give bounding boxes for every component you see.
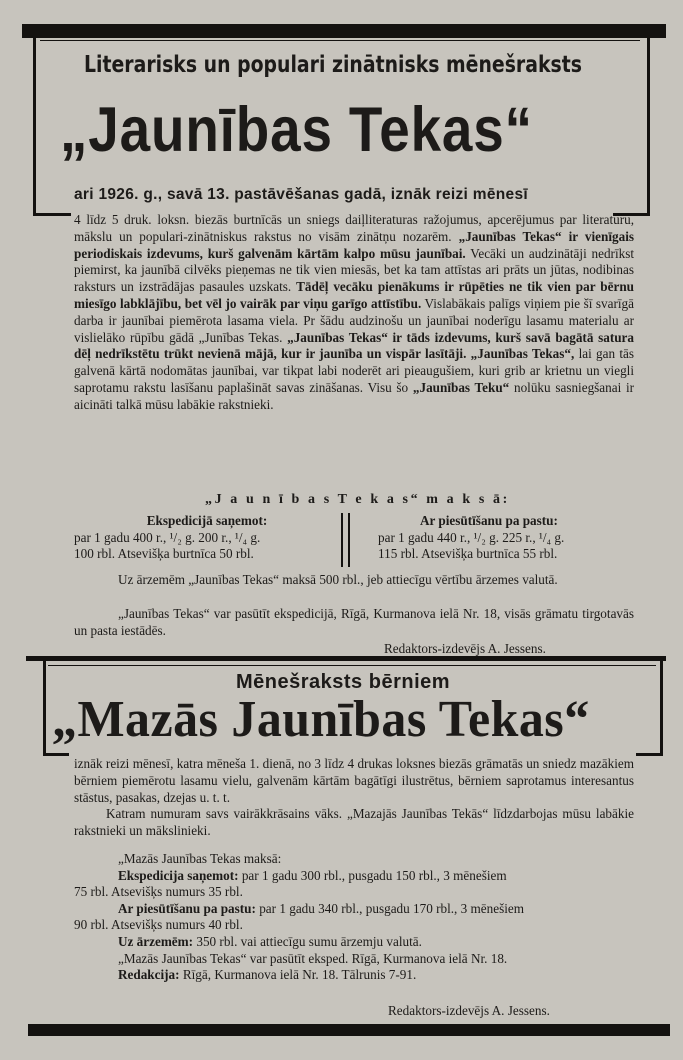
bottom-editor: Redaktors-izdevējs A. Jessens. xyxy=(388,1003,550,1018)
body-text-7: „Jaunības Tekas“, xyxy=(470,346,575,362)
price-divider-a xyxy=(341,513,343,567)
order-text: „Jaunības Tekas“ var pasūtīt ekspedicijā, Rīgā, Kurmanova ielā Nr. 18, visās grāmatu tirgotavās un pasta iestādēs. xyxy=(74,606,634,638)
mid-rule xyxy=(26,656,666,661)
frame-right-line xyxy=(647,38,650,216)
top-editor: Redaktors-izdevējs A. Jessens. xyxy=(384,641,546,656)
body-text-8: lai gan tās galvenā kārtā nodomātas jaunībai, var tikpat labi noderēt ari pieaugušiem, kuri grib ar krietnu un viegli saprotamu rakstu lasīšanu paplašināt savas zināšanas. Visu šo xyxy=(74,346,635,395)
frame2-left-line xyxy=(43,661,46,756)
body-text-9: „Jaunības Teku“ xyxy=(412,379,510,395)
abroad-text-children: 350 rbl. vai attiecīgu sumu ārzemju valutā. xyxy=(196,933,422,949)
abroad-text: Uz ārzemēm „Jaunības Tekas“ maksā 500 rbl., jeb attiecīgu vērtību ārzemes valutā. xyxy=(118,572,558,587)
exp-text-2: 75 rbl. Atsevišķs numurs 35 rbl. xyxy=(74,884,243,900)
price-divider-b xyxy=(348,513,350,567)
frame-left-base xyxy=(33,213,71,216)
children-body-2: Katram numuram savs vairākkrāsains vāks. „Mazajās Jaunības Tekās“ līdzdarbojas mūsu labākie rakstnieki un mākslinieki. xyxy=(74,806,634,839)
price-left-column xyxy=(74,513,340,563)
children-price-heading: „Mazās Jaunības Tekas maksā: xyxy=(118,851,282,866)
left-line-2: 100 rbl. Atsevišķa burtnīca 50 rbl. xyxy=(74,546,254,562)
children-prices xyxy=(74,851,634,984)
exp-text: par 1 gadu 300 rbl., pusgadu 150 rbl., 3 mēnešiem xyxy=(241,867,507,883)
children-body-1: iznāk reizi mēnesī, katra mēneša 1. dienā, no 3 līdz 4 drukas loksnes biezās grāmatās un sniedz mazākiem bērniem piemērotu lasamu vielu, galvenām kārtām bagātīgi ilustrētus, bērniem saprotamus interesantus stāstus, pasakas, dzejas u. t. t. xyxy=(74,756,634,805)
frame2-thin-top xyxy=(48,665,656,666)
redakcija-label: Redakcija: xyxy=(118,967,180,983)
redakcija-text: Rīgā, Kurmanova ielā Nr. 18. Tālrunis 7-91. xyxy=(182,967,417,983)
frame2-left-base xyxy=(43,753,69,756)
right-line-1: par 1 gadu 440 r., ¹/₂ g. 225 r., ¹/₄ g. xyxy=(378,529,565,545)
post-text: par 1 gadu 340 rbl., pusgadu 170 rbl., 3 mēnešiem xyxy=(259,900,525,916)
post-text-2: 90 rbl. Atsevišķs numurs 40 rbl. xyxy=(74,917,243,933)
frame-thin-top xyxy=(40,40,640,41)
children-title: „Mazās Jaunības Tekas“ xyxy=(52,691,590,748)
children-order: „Mazās Jaunības Tekas“ var pasūtīt eksped. Rīgā, Kurmanova ielā Nr. 18. xyxy=(118,950,508,966)
price-right-column xyxy=(378,513,634,563)
body-text-5: Vislabākais palīgs viņiem pie šī svarīgā darba ir jaunībai piemērota lasama viela. Pr šādu audzinošu un jaunībai noderīgu lasamu materialu ar vislielāko rūpību gādā „Junības Tekas. xyxy=(74,295,635,345)
body-text-4: Tādēļ vecāku pienākums ir rūpēties ne tik vien par bērnu miesīgo labklājību, bet vēl jo vairāk par viņu garīgo attīstību. xyxy=(74,279,635,311)
body-text-3: Vecāki un audzinātāji nedrīkst piemirst, ka jaunībā cilvēks pieņemas ne tik vien miesās, bet ka tam attīstas ari prāts un jūtas, nodibinas raksturs un izstrādājas pasaules uzskats. xyxy=(74,245,634,295)
body-text-1: 4 līdz 5 druk. loksn. biezās burtnīcās un sniegs daiļliteraturas ražojumus, apcerējumus par literaturu, mākslu un populari-zinātniskus rakstus no visām zinātņu nozarēm. xyxy=(74,212,634,244)
bottom-rule xyxy=(28,1024,670,1036)
children-description xyxy=(74,756,634,840)
journal-description xyxy=(74,212,634,414)
frame2-right-line xyxy=(660,661,663,756)
body-text-2: „Jaunības Tekas“ ir vienīgais periodiskais izdevums, kurš galvenām kārtām kalpo mūsu jaunībai. xyxy=(74,228,635,261)
right-line-2: 115 rbl. Atsevišķa burtnīca 55 rbl. xyxy=(378,546,558,562)
left-line-1: par 1 gadu 400 r., ¹/₂ g. 200 r., ¹/₄ g. xyxy=(74,529,261,545)
abroad-note xyxy=(74,572,634,589)
children-subtitle: Mēnešraksts bērniem xyxy=(236,671,451,693)
abroad-label: Uz ārzemēm: xyxy=(118,933,194,949)
frame2-right-base xyxy=(636,753,663,756)
price-heading: „J a u n ī b a s T e k a s“ m a k s ā: xyxy=(205,492,510,507)
top-rule xyxy=(22,24,666,38)
post-label: Ar piesūtīšanu pa pastu: xyxy=(118,900,256,916)
left-heading: Ekspedicijā saņemot: xyxy=(146,513,268,528)
exp-label: Ekspedicija saņemot: xyxy=(118,867,239,883)
frame-left-line xyxy=(33,38,36,216)
right-heading: Ar piesūtīšanu pa pastu: xyxy=(420,513,558,528)
journal-subtitle: Literarisks un populari zinātnisks mēnešraksts xyxy=(84,52,582,78)
body-text-10: nolūku sasniegšanai ir aicināti talkā mūsu labākie rakstnieki. xyxy=(74,379,635,412)
journal-title: „Jaunības Tekas“ xyxy=(60,95,533,165)
announcement-line: ari 1926. g., savā 13. pastāvēšanas gadā, iznāk reizi mēnesī xyxy=(74,186,528,203)
body-text-6: „Jaunības Tekas“ ir tāds izdevums, kurš savā bagātā satura dēļ nedrīkstētu trūkt nevienā mājā, kur ir jaunība un vispār lasītāji. xyxy=(74,329,635,362)
order-note xyxy=(74,606,634,640)
